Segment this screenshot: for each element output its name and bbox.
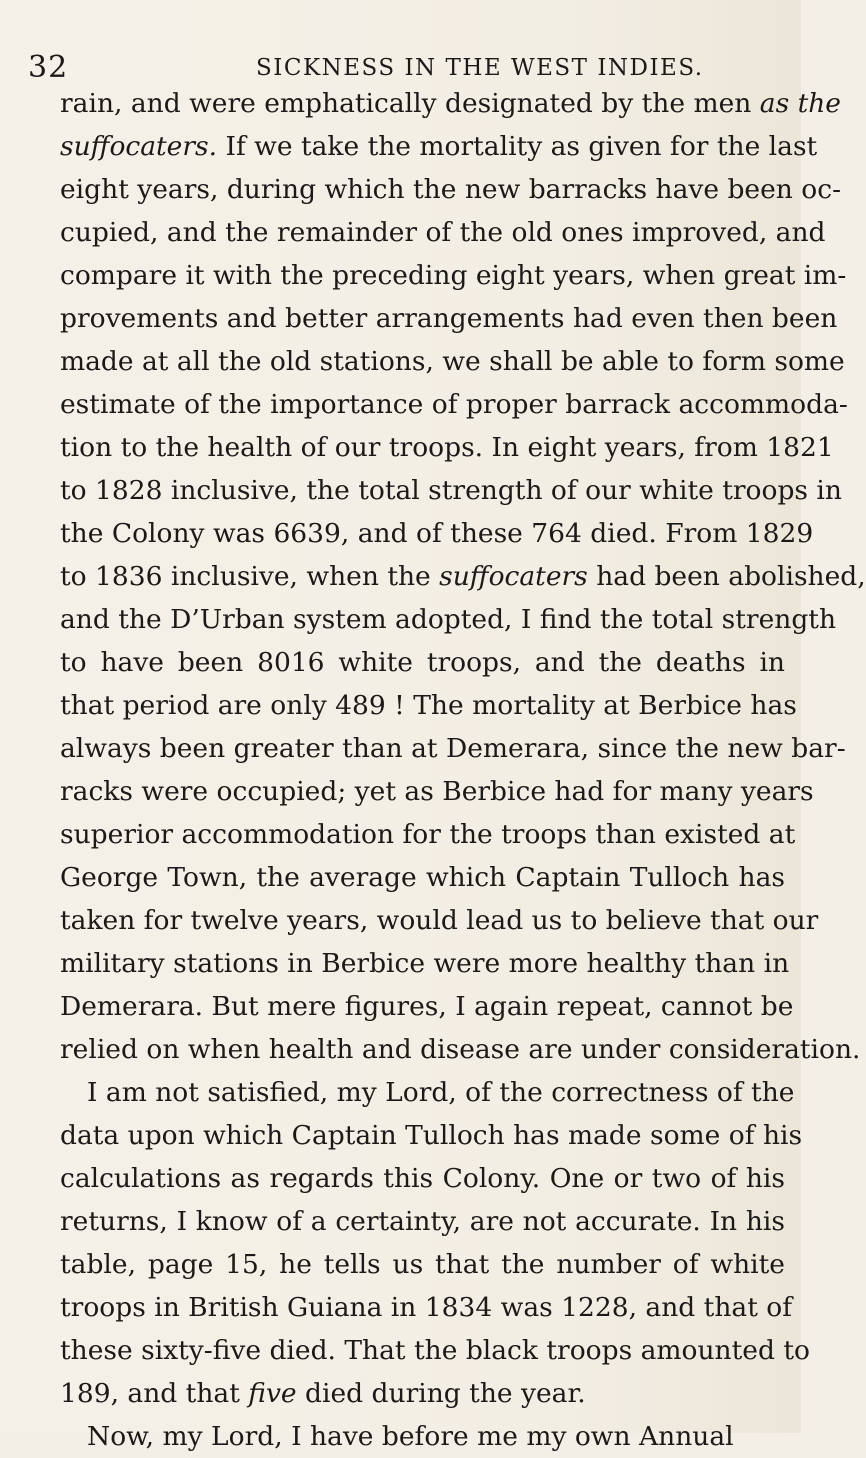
- text-line: racks were occupied; yet as Berbice had for many years: [60, 776, 814, 807]
- body-text: [60, 82, 866, 1458]
- text-line: superior accommodation for the troops than existed at: [60, 819, 796, 850]
- text-line: military stations in Berbice were more healthy than in: [60, 948, 790, 979]
- text-line: I am not satisfied, my Lord, of the correctness of the: [87, 1077, 795, 1108]
- text-line: taken for twelve years, would lead us to believe that our: [60, 905, 819, 936]
- text-line: compare it with the preceding eight years, when great im-: [60, 260, 847, 291]
- text-line: always been greater than at Demerara, since the new bar-: [60, 733, 846, 764]
- text-line: suffocaters. If we take the mortality as given for the last: [60, 131, 818, 162]
- text-line: George Town, the average which Captain Tulloch has: [60, 862, 785, 893]
- text-line: Now, my Lord, I have before me my own Annual: [87, 1421, 734, 1452]
- text-line: tion to the health of our troops. In eight years, from 1821: [60, 432, 834, 463]
- running-title: SICKNESS IN THE WEST INDIES.: [256, 55, 704, 81]
- text-line: estimate of the importance of proper barrack accommoda-: [60, 389, 848, 420]
- text-line: eight years, during which the new barracks have been oc-: [60, 174, 842, 205]
- page-number: 32: [28, 50, 69, 85]
- text-line: rain, and were emphatically designated by the men as the: [60, 88, 841, 119]
- text-line: that period are only 489 ! The mortality at Berbice has: [60, 690, 797, 721]
- text-line: provements and better arrangements had even then been: [60, 303, 838, 334]
- text-line: to have been 8016 white troops, and the deaths in: [60, 647, 785, 678]
- text-line: data upon which Captain Tulloch has made some of his: [60, 1120, 803, 1151]
- text-line: to 1836 inclusive, when the suffocaters had been abolished,: [60, 561, 866, 592]
- text-line: these sixty-five died. That the black troops amounted to: [60, 1335, 810, 1366]
- text-line: 189, and that five died during the year.: [60, 1378, 586, 1409]
- text-line: returns, I know of a certainty, are not accurate. In his: [60, 1206, 785, 1237]
- text-line: cupied, and the remainder of the old ones improved, and: [60, 217, 826, 248]
- text-line: made at all the old stations, we shall be able to form some: [60, 346, 845, 377]
- text-line: the Colony was 6639, and of these 764 died. From 1829: [60, 518, 814, 549]
- text-line: relied on when health and disease are under consideration.: [60, 1034, 861, 1065]
- text-line: troops in British Guiana in 1834 was 1228, and that of: [60, 1292, 793, 1323]
- text-line: to 1828 inclusive, the total strength of our white troops in: [60, 475, 842, 506]
- text-line: calculations as regards this Colony. One or two of his: [60, 1163, 785, 1194]
- text-line: Demerara. But mere figures, I again repeat, cannot be: [60, 991, 794, 1022]
- text-line: table, page 15, he tells us that the number of white: [60, 1249, 785, 1280]
- text-line: and the D’Urban system adopted, I find the total strength: [60, 604, 837, 635]
